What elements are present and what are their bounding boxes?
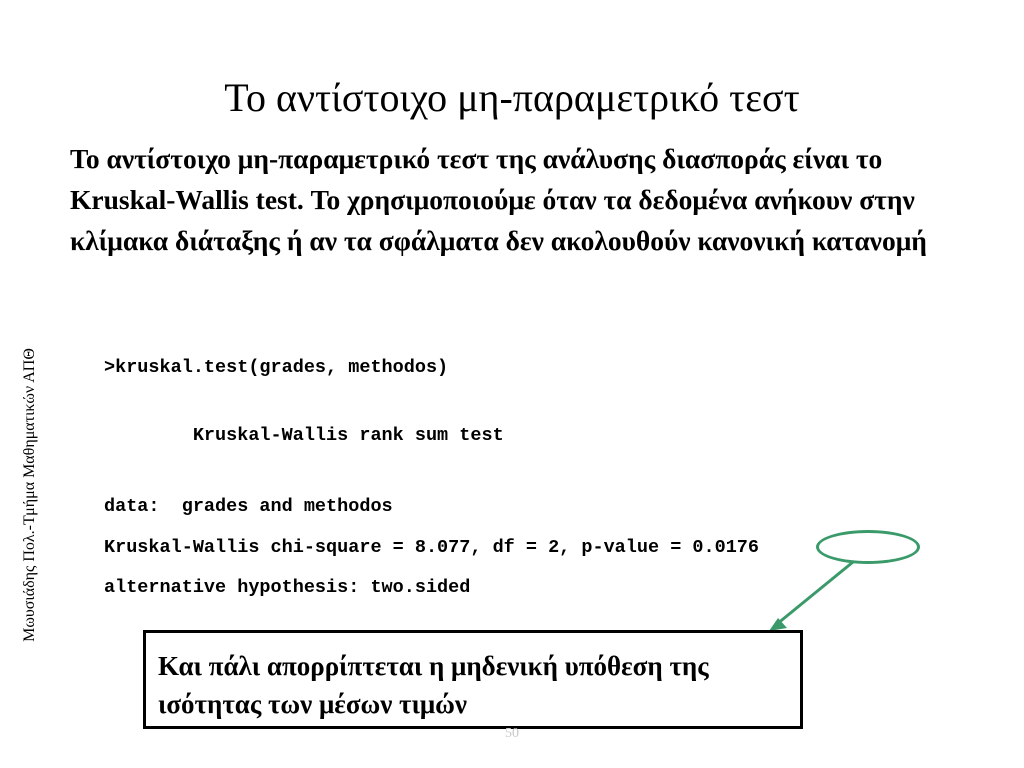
slide-title: Το αντίστοιχο μη-παραμετρικό τεστ <box>224 75 800 120</box>
code-stat-line: Kruskal-Wallis chi-square = 8.077, df = 2, p-value = 0.0176 <box>104 537 760 558</box>
conclusion-callout <box>143 630 803 729</box>
code-alt-line: alternative hypothesis: two.sided <box>104 577 471 598</box>
pointer-arrow-line <box>777 562 853 624</box>
code-data-line: data: grades and methodos <box>104 496 393 517</box>
code-heading: Kruskal-Wallis rank sum test <box>104 425 504 446</box>
page-number: 50 <box>505 726 519 741</box>
side-label-text: Μωυσιάδης Πολ.-Τμήμα Μαθηματικών ΑΠΘ <box>21 348 38 642</box>
conclusion-text: Και πάλι απορρίπτεται η μηδενική υπόθεση της ισότητας των μέσων τιμών <box>158 651 709 719</box>
code-command: >kruskal.test(grades, methodos) <box>104 357 449 378</box>
intro-paragraph: Το αντίστοιχο μη-παραμετρικό τεστ της ανάλυσης διασποράς είναι το Kruskal-Wallis test. Το χρησιμοποιούμε όταν τα δεδομένα ανήκουν στην κλίμακα διάταξης ή αν τα σφάλματα δεν ακολουθούν κανονική κατανομή <box>70 143 927 256</box>
